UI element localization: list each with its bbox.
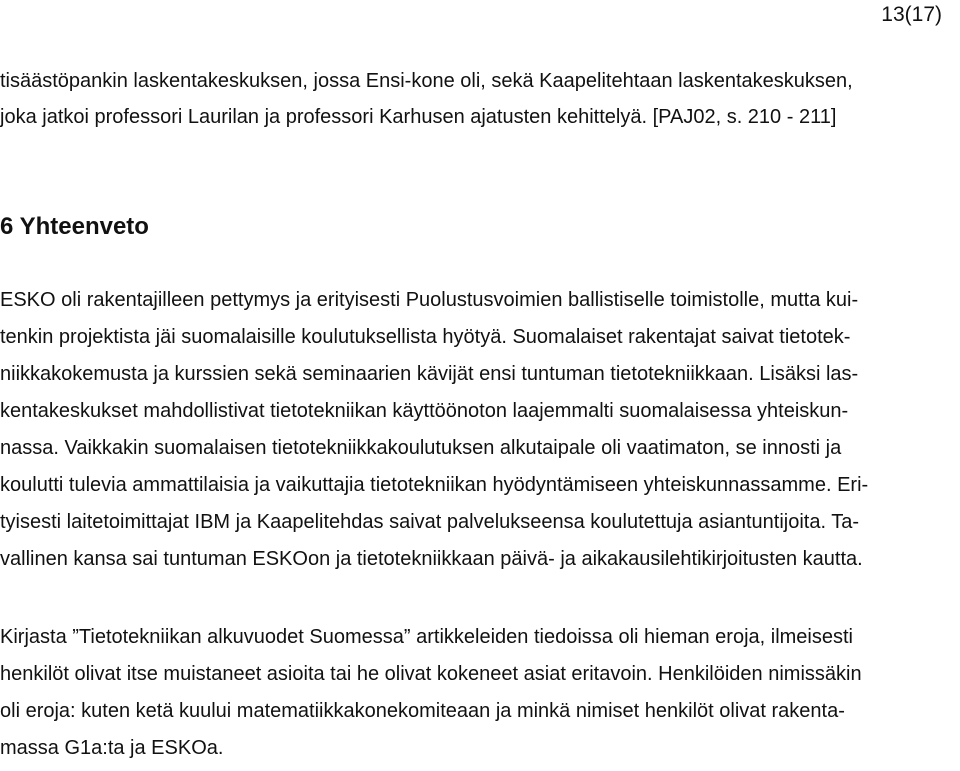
page-number: 13(17) <box>881 3 942 26</box>
summary-line-8: vallinen kansa sai tuntuman ESKOon ja tietotekniikkaan päivä- ja aikakausilehtikirjoitusten kautta. <box>0 548 863 570</box>
summary-line-6: koulutti tulevia ammattilaisia ja vaikuttajia tietotekniikan hyödyntämiseen yhteiskunnassamme. Eri- <box>0 474 869 496</box>
summary-line-2: tenkin projektista jäi suomalaisille koulutuksellista hyötyä. Suomalaiset rakentajat saivat tietotek- <box>0 326 851 348</box>
summary-line-3: niikkakokemusta ja kurssien sekä seminaarien kävijät ensi tuntuman tietotekniikkaan. Lisäksi las- <box>0 363 859 385</box>
intro-line-2: joka jatkoi professori Laurilan ja professori Karhusen ajatusten kehittelyä. [PAJ02, s. 210 - 211] <box>0 106 837 128</box>
summary-line-5: nassa. Vaikkakin suomalaisen tietotekniikkakoulutuksen alkutaipale oli vaatimaton, se innosti ja <box>0 437 842 459</box>
closing-line-4: massa G1a:ta ja ESKOa. <box>0 737 224 759</box>
closing-line-3: oli eroja: kuten ketä kuului matematiikkakonekomiteaan ja minkä nimiset henkilöt olivat rakenta- <box>0 700 845 722</box>
summary-line-7: tyisesti laitetoimittajat IBM ja Kaapelitehdas saivat palvelukseensa koulutettuja asiantuntijoita. Ta- <box>0 511 859 533</box>
summary-line-1: ESKO oli rakentajilleen pettymys ja erityisesti Puolustusvoimien ballistiselle toimistolle, mutta kui- <box>0 289 859 311</box>
intro-line-1: tisäästöpankin laskentakeskuksen, jossa Ensi-kone oli, sekä Kaapelitehtaan laskentakeskuksen, <box>0 70 853 92</box>
section-heading: 6 Yhteenveto <box>0 213 149 240</box>
summary-line-4: kentakeskukset mahdollistivat tietotekniikan käyttöönoton laajemmalti suomalaisessa yhteiskun- <box>0 400 849 422</box>
closing-line-1: Kirjasta ”Tietotekniikan alkuvuodet Suomessa” artikkeleiden tiedoissa oli hieman eroja, ilmeisesti <box>0 626 853 648</box>
closing-line-2: henkilöt olivat itse muistaneet asioita tai he olivat kokeneet asiat eritavoin. Henkilöiden nimissäkin <box>0 663 862 685</box>
